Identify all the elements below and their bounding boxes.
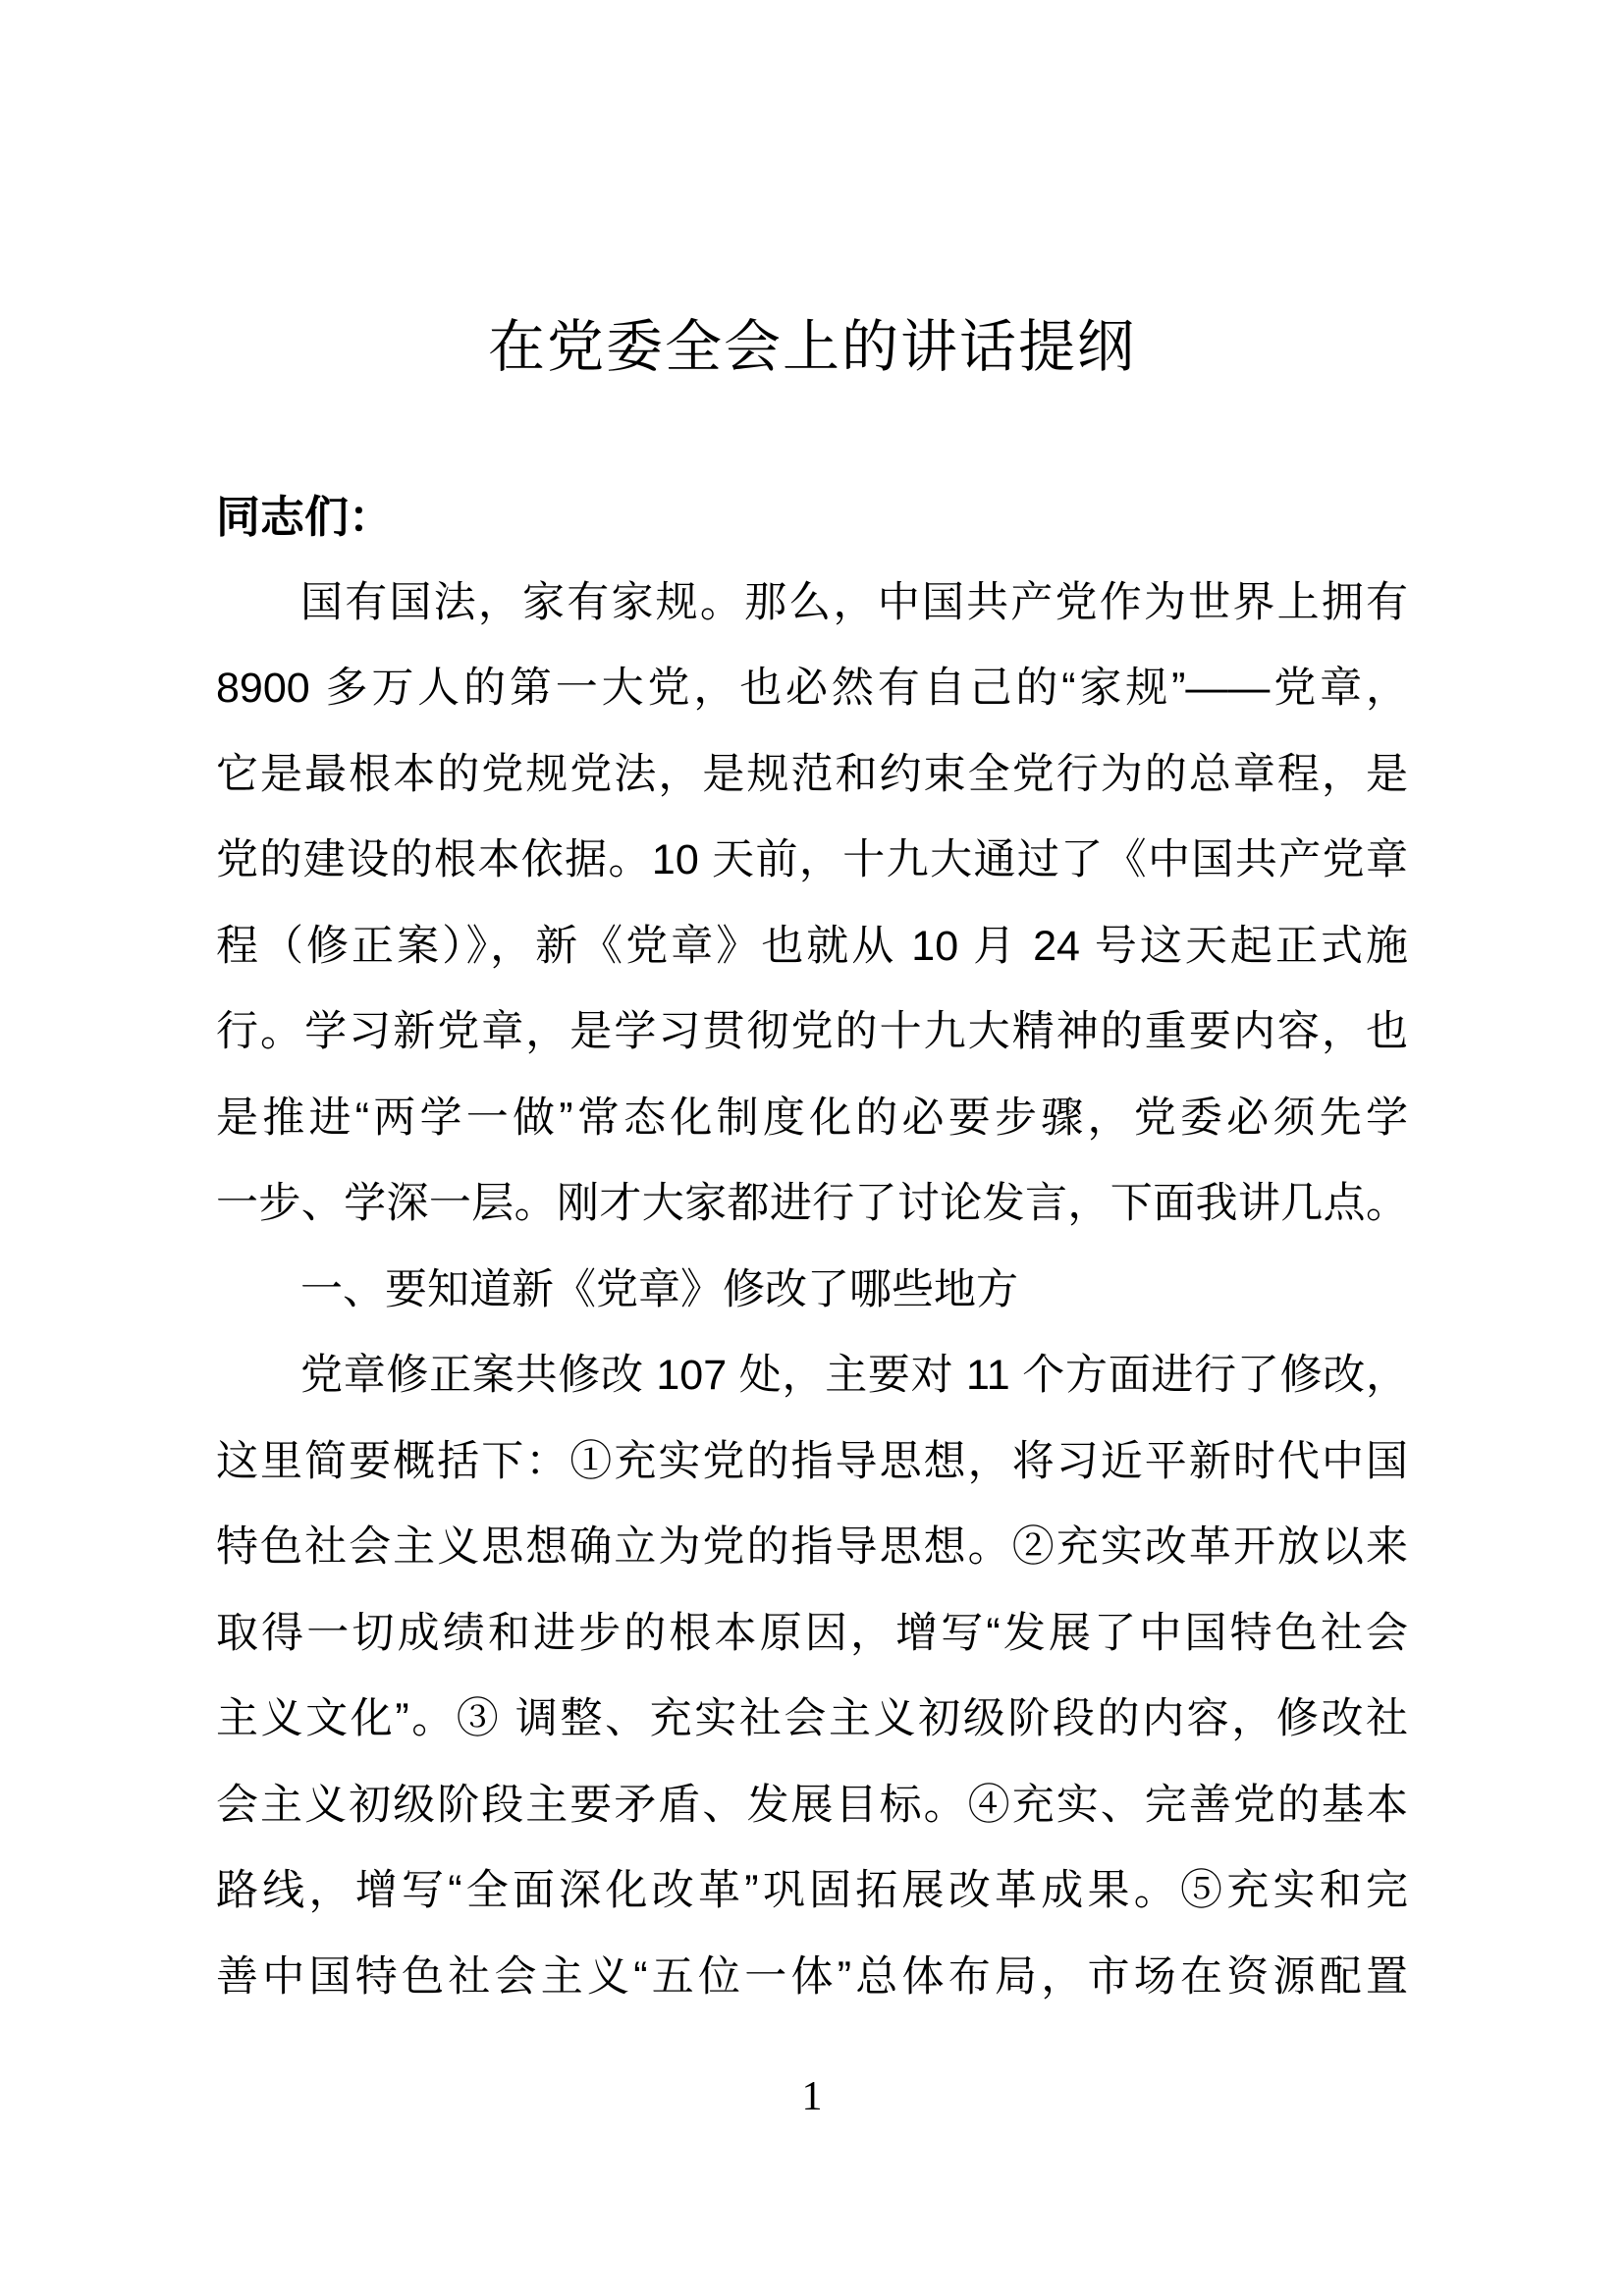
paragraph-1: [216, 561, 1408, 1248]
text-line: 主义文化”。③ 调整、充实社会主义初级阶段的内容，修改社: [216, 1695, 1408, 1742]
text-line: 行。学习新党章，是学习贯彻党的十九大精神的重要内容，也: [216, 1008, 1408, 1055]
text-line: 是推进“两学一做”常态化制度化的必要步骤，党委必须先学: [216, 1094, 1408, 1142]
text-line: 8900 多万人的第一大党，也必然有自己的“家规”——党章，: [216, 665, 1408, 712]
text-line: 取得一切成绩和进步的根本原因，增写“发展了中国特色社会: [216, 1609, 1408, 1657]
text-line: 国有国法，家有家规。那么，中国共产党作为世界上拥有: [300, 578, 1408, 626]
text-line: 这里简要概括下：①充实党的指导思想，将习近平新时代中国: [216, 1437, 1408, 1485]
text-line: 路线，增写“全面深化改革”巩固拓展改革成果。⑤充实和完: [216, 1867, 1408, 1914]
text-line: 它是最根本的党规党法，是规范和约束全党行为的总章程，是: [216, 750, 1408, 798]
page-title: 在党委全会上的讲话提纲: [487, 315, 1136, 379]
text-line: 善中国特色社会主义“五位一体”总体布局，市场在资源配置: [216, 1952, 1408, 2001]
text-line: 会主义初级阶段主要矛盾、发展目标。④充实、完善党的基本: [216, 1781, 1408, 1829]
section-heading-1: 一、要知道新《党章》修改了哪些地方: [300, 1265, 1018, 1313]
document-body: [216, 474, 1408, 2020]
text-line: 党的建设的根本依据。10 天前，十九大通过了《中国共产党章: [216, 836, 1408, 883]
text-line: 特色社会主义思想确立为党的指导思想。②充实改革开放以来: [216, 1523, 1408, 1571]
paragraph-2: [216, 1333, 1408, 2020]
page-number: 1: [801, 2074, 823, 2119]
text-line: 一步、学深一层。刚才大家都进行了讨论发言，下面我讲几点。: [216, 1180, 1408, 1227]
salutation: 同志们：: [216, 492, 394, 542]
text-line: 程（修正案）》，新《党章》也就从 10 月 24 号这天起正式施: [216, 922, 1408, 970]
text-line: 党章修正案共修改 107 处，主要对 11 个方面进行了修改，: [300, 1352, 1408, 1399]
